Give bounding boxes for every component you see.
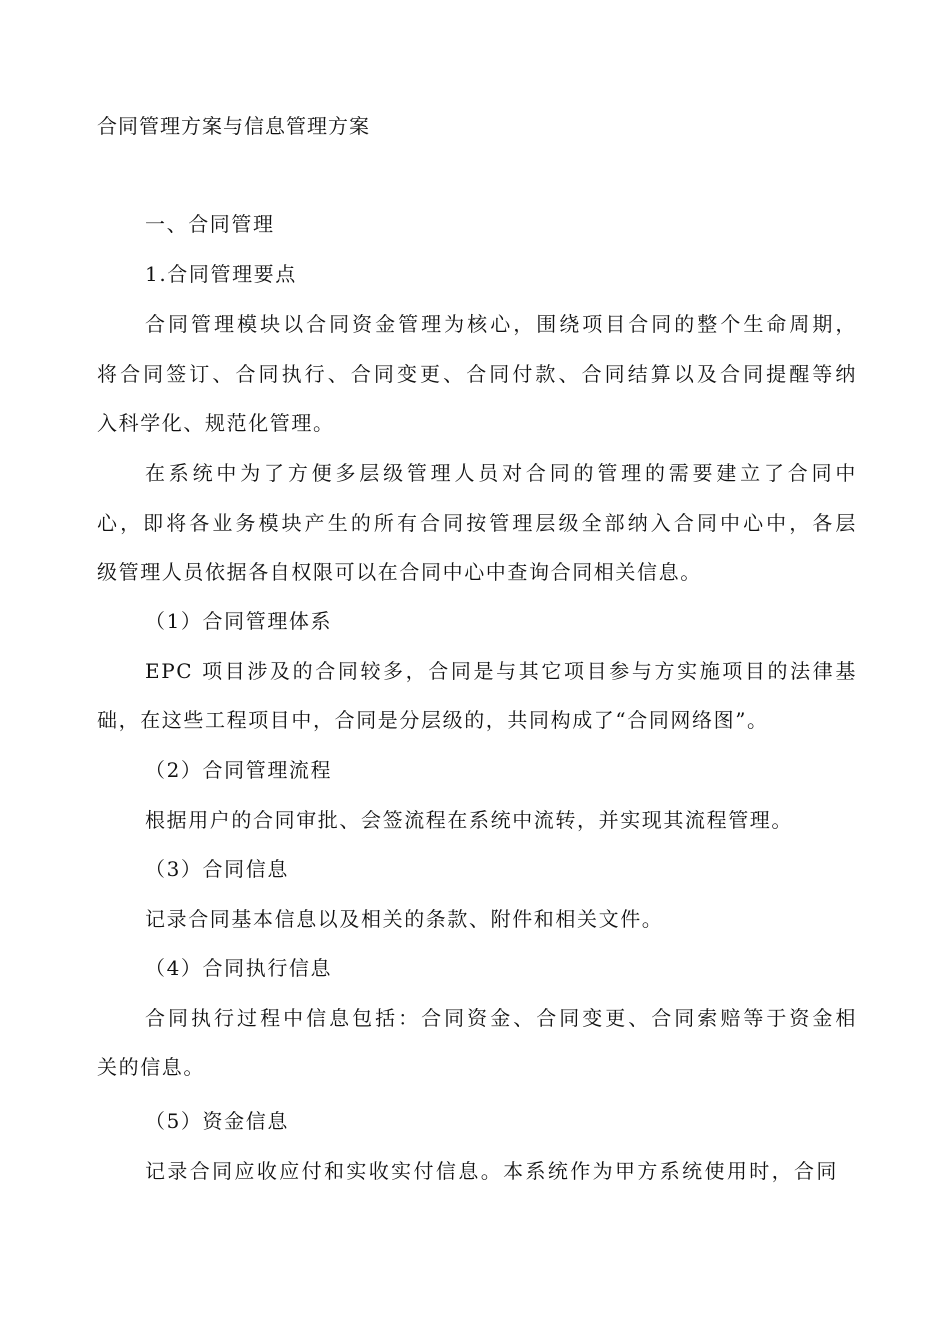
item-heading-contract-workflow: （2）合同管理流程 [145, 758, 333, 782]
paragraph-line: 根据用户的合同审批、会签流程在系统中流转，并实现其流程管理。 [145, 808, 793, 832]
paragraph-line: 记录合同应收应付和实收实付信息。本系统作为甲方系统使用时，合同 [145, 1159, 838, 1183]
section-heading-contract-management: 一、合同管理 [145, 212, 275, 236]
paragraph-line: 关的信息。 [97, 1055, 205, 1079]
paragraph-line: 级管理人员依据各自权限可以在合同中心中查询合同相关信息。 [97, 560, 702, 584]
subsection-heading-key-points: 1.合同管理要点 [145, 262, 297, 286]
paragraph-line: 合同管理模块以合同资金管理为核心，围绕项目合同的整个生命周期， [145, 312, 857, 336]
paragraph-line: 合同执行过程中信息包括：合同资金、合同变更、合同索赔等于资金相 [145, 1006, 857, 1030]
paragraph-line: 础，在这些工程项目中，合同是分层级的，共同构成了“合同网络图”。 [97, 708, 769, 732]
document-title: 合同管理方案与信息管理方案 [97, 114, 370, 138]
item-heading-contract-info: （3）合同信息 [145, 857, 289, 881]
paragraph-line: 将合同签订、合同执行、合同变更、合同付款、合同结算以及合同提醒等纳 [97, 362, 857, 386]
paragraph-line: 记录合同基本信息以及相关的条款、附件和相关文件。 [145, 907, 664, 931]
paragraph-line: 心，即将各业务模块产生的所有合同按管理层级全部纳入合同中心中，各层 [97, 511, 857, 535]
paragraph-line: 在系统中为了方便多层级管理人员对合同的管理的需要建立了合同中 [145, 461, 857, 485]
item-heading-contract-system: （1）合同管理体系 [145, 609, 333, 633]
paragraph-line: 入科学化、规范化管理。 [97, 411, 335, 435]
paragraph-line: EPC 项目涉及的合同较多，合同是与其它项目参与方实施项目的法律基 [145, 659, 857, 683]
item-heading-funds-info: （5）资金信息 [145, 1109, 289, 1133]
item-heading-execution-info: （4）合同执行信息 [145, 956, 333, 980]
